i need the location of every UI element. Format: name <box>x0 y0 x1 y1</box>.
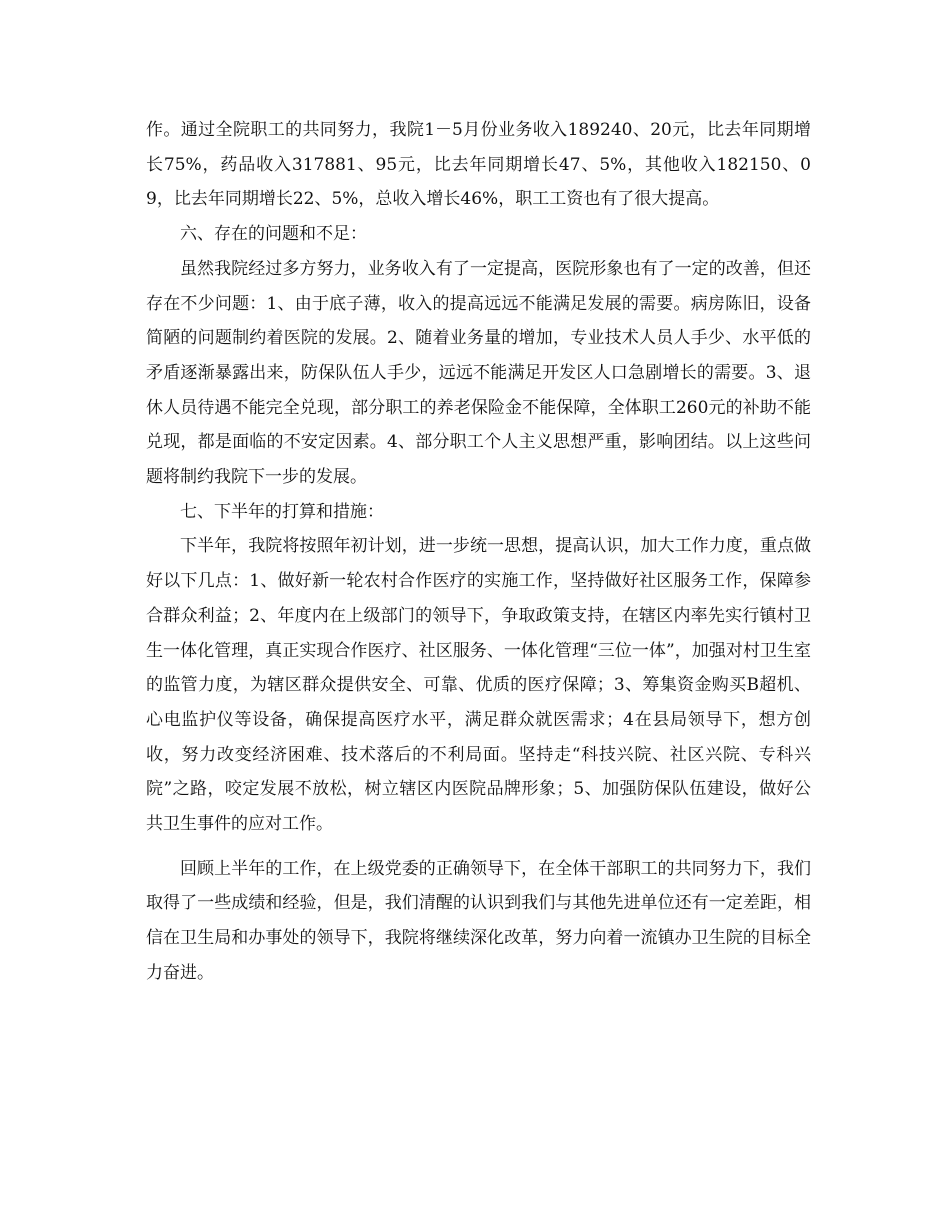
paragraph-plans: 下半年，我院将按照年初计划，进一步统一思想，提高认识，加大工作力度，重点做好以下几点：1、做好新一轮农村合作医疗的实施工作，坚持做好社区服务工作，保障参合群众利益；2、年度内在上级部门的领导下，争取政策支持，在辖区内率先实行镇村卫生一体化管理，真正实现合作医疗、社区服务、一体化管理“三位一体”，加强对村卫生室的监管力度，为辖区群众提供安全、可靠、优质的医疗保障；3、筹集资金购买B超机、心电监护仪等设备，确保提高医疗水平，满足群众就医需求；4在县局领导下，想方创收，努力改变经济困难、技术落后的不利局面。坚持走“科技兴院、社区兴院、专科兴院”之路，咬定发展不放松，树立辖区内医院品牌形象；5、加强防保队伍建设，做好公共卫生事件的应对工作。 <box>146 536 811 835</box>
section-heading-plans: 七、下半年的打算和措施： <box>180 501 384 522</box>
paragraph-review: 回顾上半年的工作，在上级党委的正确领导下，在全体干部职工的共同努力下，我们取得了一些成绩和经验，但是，我们清醒的认识到我们与其他先进单位还有一定差距，相信在卫生局和办事处的领导下，我院将继续深化改革，努力向着一流镇办卫生院的目标全力奋进。 <box>146 858 811 983</box>
document-body <box>146 113 811 991</box>
paragraph-problems: 虽然我院经过多方努力，业务收入有了一定提高，医院形象也有了一定的改善，但还存在不少问题：1、由于底子薄，收入的提高远远不能满足发展的需要。病房陈旧，设备简陋的问题制约着医院的发展。2、随着业务量的增加，专业技术人员人手少、水平低的矛盾逐渐暴露出来，防保队伍人手少，远远不能满足开发区人口急剧增长的需要。3、退休人员待遇不能完全兑现，部分职工的养老保险金不能保障，全体职工260元的补助不能兑现，都是面临的不安定因素。4、部分职工个人主义思想严重，影响团结。以上这些问题将制约我院下一步的发展。 <box>146 258 811 488</box>
section-heading-problems: 六、存在的问题和不足： <box>180 224 367 245</box>
paragraph-continuation: 作。通过全院职工的共同努力，我院1－5月份业务收入189240、20元，比去年同期增长75%，药品收入317881、95元，比去年同期增长47、5%，其他收入182150、09，比去年同期增长22、5%，总收入增长46%，职工工资也有了很大提高。 <box>146 120 811 210</box>
